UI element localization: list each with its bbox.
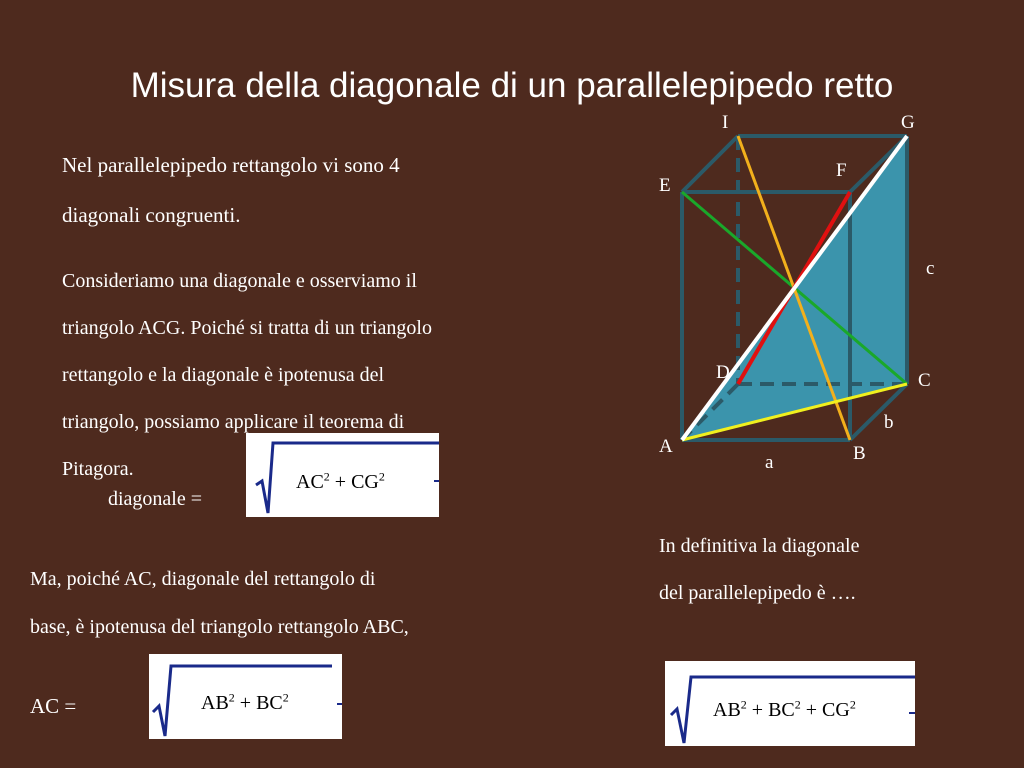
- term-ac: AC: [296, 471, 324, 493]
- edge-label-c: c: [926, 258, 935, 279]
- explanation-line-1: Consideriamo una diagonale e osserviamo il: [62, 270, 417, 292]
- explanation-line-5: Pitagora.: [62, 458, 134, 480]
- term-ab: AB: [201, 692, 229, 714]
- term-cg: CG: [351, 471, 379, 493]
- edge-label-a: a: [765, 452, 774, 473]
- vertex-label-d: D: [716, 362, 730, 383]
- ac-equation-label: AC =: [30, 694, 77, 718]
- diagonal-equation-label: diagonale =: [108, 488, 203, 510]
- base-line-2: base, è ipotenusa del triangolo rettangolo ABC,: [30, 616, 409, 638]
- formula-final-diagonal: $AB^2 + BC^2 + CG^2$: [665, 661, 915, 746]
- vertex-label-b: B: [853, 443, 866, 464]
- plus-sign: +: [751, 699, 764, 721]
- term-bc: BC: [256, 692, 283, 714]
- edge-label-b: b: [884, 412, 894, 433]
- intro-line-1: Nel parallelepipedo rettangolo vi sono 4: [62, 153, 400, 177]
- vertex-label-e: E: [659, 175, 671, 196]
- edge-EI: [682, 136, 738, 192]
- vertex-label-a: A: [659, 436, 673, 457]
- conclusion-line-2: del parallelepipedo è ….: [659, 582, 856, 604]
- vertex-label-i: I: [722, 112, 729, 133]
- explanation-line-3: rettangolo e la diagonale è ipotenusa del: [62, 364, 385, 386]
- explanation-line-2: triangolo ACG. Poiché si tratta di un triangolo: [62, 317, 432, 339]
- term-bc: BC: [768, 699, 795, 721]
- explanation-line-4: triangolo, possiamo applicare il teorema di: [62, 411, 405, 433]
- plus-sign: +: [805, 699, 818, 721]
- vertex-label-c: C: [918, 370, 931, 391]
- intro-line-2: diagonali congruenti.: [62, 203, 241, 227]
- formula-diagonal-ac-cg: $AC^2 + CG^2$: [246, 433, 439, 517]
- page-title: Misura della diagonale di un parallelepipedo retto: [130, 66, 894, 105]
- vertex-label-g: G: [901, 112, 915, 133]
- formula-ac-ab-bc: $AB^2 + BC^2$: [149, 654, 342, 739]
- vertex-label-f: F: [836, 160, 847, 181]
- term-ab: AB: [713, 699, 741, 721]
- plus-sign: +: [239, 692, 252, 714]
- conclusion-line-1: In definitiva la diagonale: [659, 535, 860, 557]
- plus-sign: +: [334, 471, 347, 493]
- base-line-1: Ma, poiché AC, diagonale del rettangolo di: [30, 568, 376, 590]
- term-cg: CG: [822, 699, 850, 721]
